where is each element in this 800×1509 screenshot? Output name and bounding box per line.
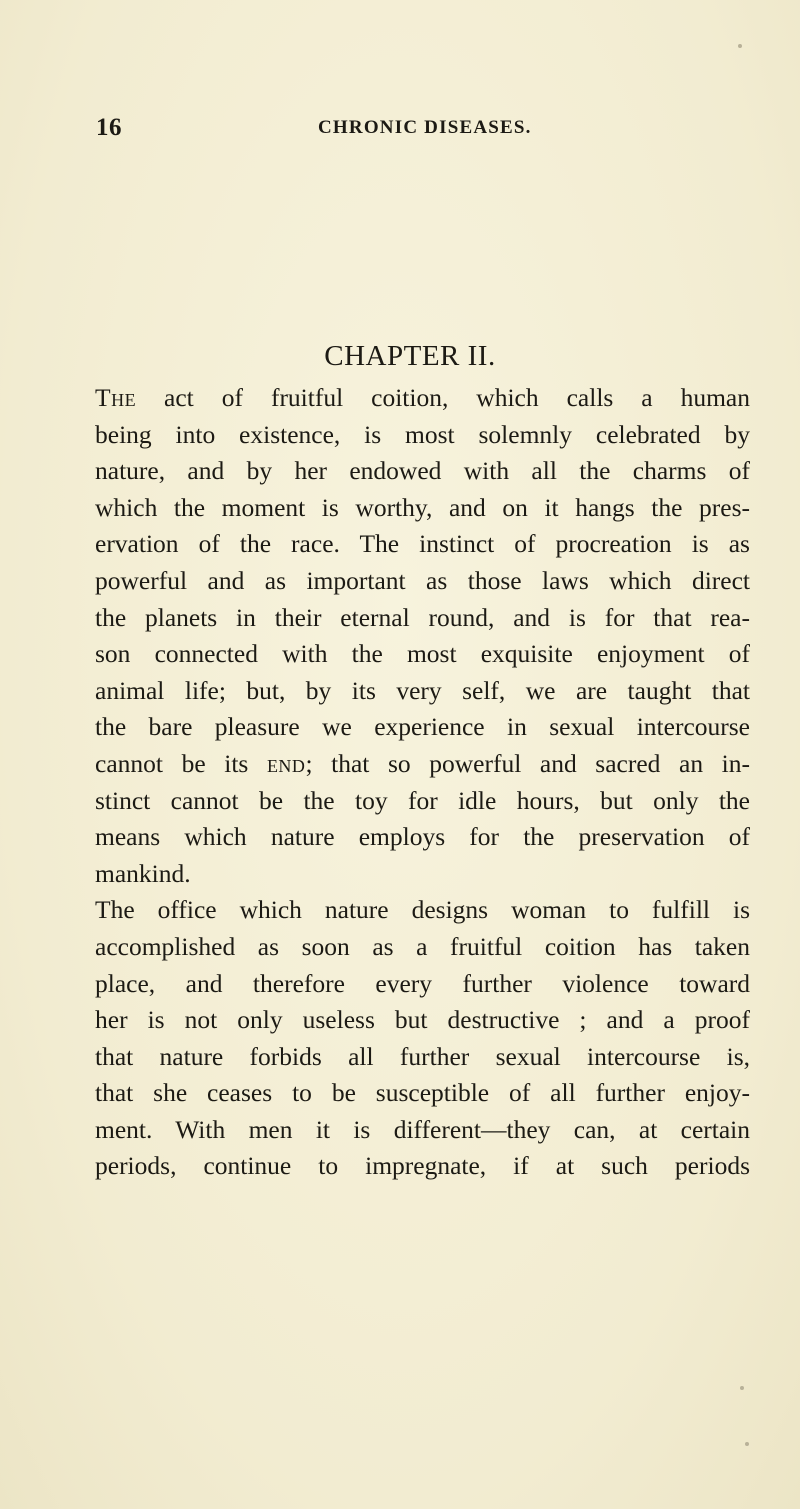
text-line: powerful and as important as those laws which direct <box>95 565 750 595</box>
text-line: The office which nature designs woman to fulfill is <box>95 895 750 925</box>
text-line: that she ceases to be susceptible of all further enjoy- <box>95 1078 750 1108</box>
text-line: nature, and by her endowed with all the charms of <box>95 456 750 486</box>
paper-speck <box>738 44 742 48</box>
text-line: that nature forbids all further sexual intercourse is, <box>95 1041 750 1071</box>
text-line: periods, continue to impregnate, if at such periods <box>95 1151 750 1181</box>
body-text <box>95 380 750 1185</box>
running-head <box>96 114 756 144</box>
page-number: 16 <box>96 114 122 141</box>
text-line: being into existence, is most solemnly celebrated by <box>95 419 750 449</box>
lead-word: The <box>95 383 137 412</box>
chapter-heading: CHAPTER II. <box>324 340 496 372</box>
text-line: ment. With men it is different—they can, at certain <box>95 1114 750 1144</box>
text-line: which the moment is worthy, and on it hangs the pres- <box>95 492 750 522</box>
text-line: ervation of the race. The instinct of procreation is as <box>95 529 750 559</box>
text-line: son connected with the most exquisite enjoyment of <box>95 639 750 669</box>
text-line: cannot be its end; that so powerful and sacred an in- <box>95 748 750 778</box>
text-line: accomplished as soon as a fruitful coition has taken <box>95 931 750 961</box>
text-line: means which nature employs for the preservation of <box>95 822 750 852</box>
emphasis-end: end <box>266 748 306 778</box>
running-title: CHRONIC DISEASES. <box>318 117 532 138</box>
text-line: The act of fruitful coition, which calls a human <box>95 383 750 412</box>
text-line: mankind. <box>95 858 191 888</box>
text-line: animal life; but, by its very self, we are taught that <box>95 675 750 705</box>
paper-speck <box>740 1386 744 1390</box>
text-line: the planets in their eternal round, and is for that rea- <box>95 602 750 632</box>
text-line: place, and therefore every further violence toward <box>95 968 750 998</box>
text-line: the bare pleasure we experience in sexual intercourse <box>95 712 750 742</box>
text-line: her is not only useless but destructive ; and a proof <box>95 1005 750 1035</box>
paper-speck <box>745 1442 749 1446</box>
text-line: stinct cannot be the toy for idle hours, but only the <box>95 785 750 815</box>
